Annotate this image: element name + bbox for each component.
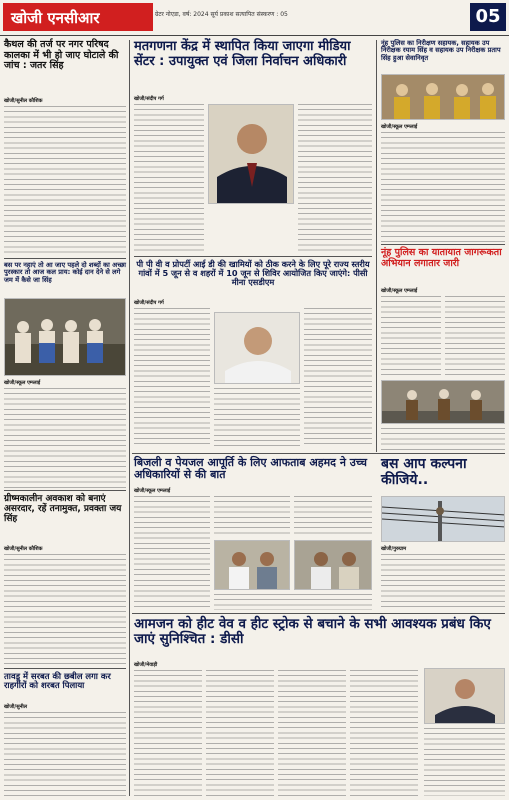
power-water-text-b [214,496,290,536]
center-headline-1: मतगणना केंद्र में स्थापित किया जाएगा मीडिया सेंटर : उपायुक्त एवं जिला निर्वाचन अधिकारी [134,39,351,69]
center-byline-2: खोजी/संदीप गर्ग [134,300,164,306]
center-article-2-text-b [214,388,300,448]
heat-wave-text-2 [206,670,274,796]
divider [4,490,126,491]
left-byline-1: खोजी/सुनील कौशिक [4,98,43,104]
heat-wave-text-5 [424,728,505,796]
divider [132,613,505,614]
meeting-photo-1 [214,540,290,590]
column-divider [376,40,377,452]
right-article-2-text-b [445,296,505,376]
left-byline-4: खोजी/सुनील [4,704,28,710]
left-headline-4: तावडू में सरबत की छबील लगा कर राहगीरों को शरबत पिलाया [4,671,111,691]
page-number: 05 [470,3,506,31]
heat-wave-text-3 [278,670,346,796]
imagine-byline: खोजी/गुरुग्राम [381,546,407,552]
center-headline-2: पी पी वी व प्रोपर्टी आई डी की खामियों को ठीक करने के लिए पूरे राज्य स्तरीय गांवों में 5 जून से व शहरों में 10 जून से शिविर आयोजित किए जाएंगे: पीसी मीना एसडीएम [136,259,370,288]
heat-wave-byline: खोजी/मेवाड़ी [134,662,158,668]
divider [4,258,126,259]
dc-portrait [424,668,505,724]
official-portrait [208,104,294,204]
right-headline-2: नूंह पुलिस का यातायात जागरूकता अभियान लगातार जारी [381,247,502,269]
power-water-text-d [134,580,210,610]
divider [4,668,126,669]
power-lines-photo [381,496,505,542]
center-article-1-text-b [298,104,372,254]
power-water-byline: खोजी/स्कूल एम्प्लाई [134,488,171,494]
center-article-2-text-a [134,308,210,448]
imagine-headline: बस आप कल्पना कीजिये.. [381,456,467,488]
left-article-1-text [4,106,126,256]
left-byline-3: खोजी/सुनील कौशिक [4,546,43,552]
divider [132,453,505,454]
power-water-text-e [214,594,372,610]
left-article-2-text [4,388,126,488]
imagine-text [381,554,505,610]
masthead-meta: ग्रेटर नोएडा, वर्ष: 2024 सूर्य प्रकाश सत्यापित संस्करण : 05 [155,11,288,18]
center-byline-1: खोजी/संदीप गर्ग [134,96,164,102]
left-headline-1: कैथल की तर्ज पर नगर परिषद कालका में भी हो जाए घोटाले की जांच : जतर सिंह [4,39,119,72]
sdm-portrait [214,312,300,384]
right-article-1-text [381,132,505,242]
left-headline-2: बस पर नहाएं तो आ जाए पहले दो शब्दों का अच्छा पुरस्कार तो आज कल प्राय: कोई दान देने से लगे जम में कैसे जा सिंह [4,261,126,284]
retirement-photo [381,74,505,120]
divider [381,244,505,245]
power-water-text-a [134,496,210,576]
meeting-photo-2 [294,540,372,590]
traffic-awareness-photo [381,380,505,424]
heat-wave-headline: आमजन को हीट वेव व हीट स्ट्रोक से बचाने के सभी आवश्यक प्रबंध किए जाएं सुनिश्चित : डीसी [134,616,491,648]
right-article-2-text-c [381,428,505,452]
right-headline-1: नूंह पुलिस का निरीक्षण सहायक, सहायक उप निरीक्षक रयाम सिंह व सहायक उप निरीक्षक प्रताप सिंह हुआ सेवानिवृत [381,39,501,62]
column-divider [129,40,130,796]
power-water-headline: बिजली व पेयजल आपूर्ति के लिए आफताब अहमद ने उच्च अधिकारियों से की बात [134,456,367,482]
power-water-text-c [294,496,372,536]
masthead-title: खोजी एनसीआर [3,3,153,31]
right-byline-2: खोजी/स्कूल एम्प्लाई [381,288,418,294]
right-byline-1: खोजी/स्कूल एम्प्लाई [381,124,418,130]
right-article-2-text-a [381,296,441,376]
left-article-3-text [4,554,126,666]
center-article-1-text-a [134,104,204,254]
left-headline-3: ग्रीष्मकालीन अवकाश को बनाएं असरदार, रहें तनामुक्त, प्रवक्ता जय सिंह [4,494,122,525]
group-photo [4,298,126,376]
left-article-4-text [4,712,126,796]
heat-wave-text-1 [134,670,202,796]
heat-wave-text-4 [350,670,418,796]
left-byline-2: खोजी/स्कूल एम्प्लाई [4,380,41,386]
divider [134,256,372,257]
center-article-2-text-c [304,308,372,448]
